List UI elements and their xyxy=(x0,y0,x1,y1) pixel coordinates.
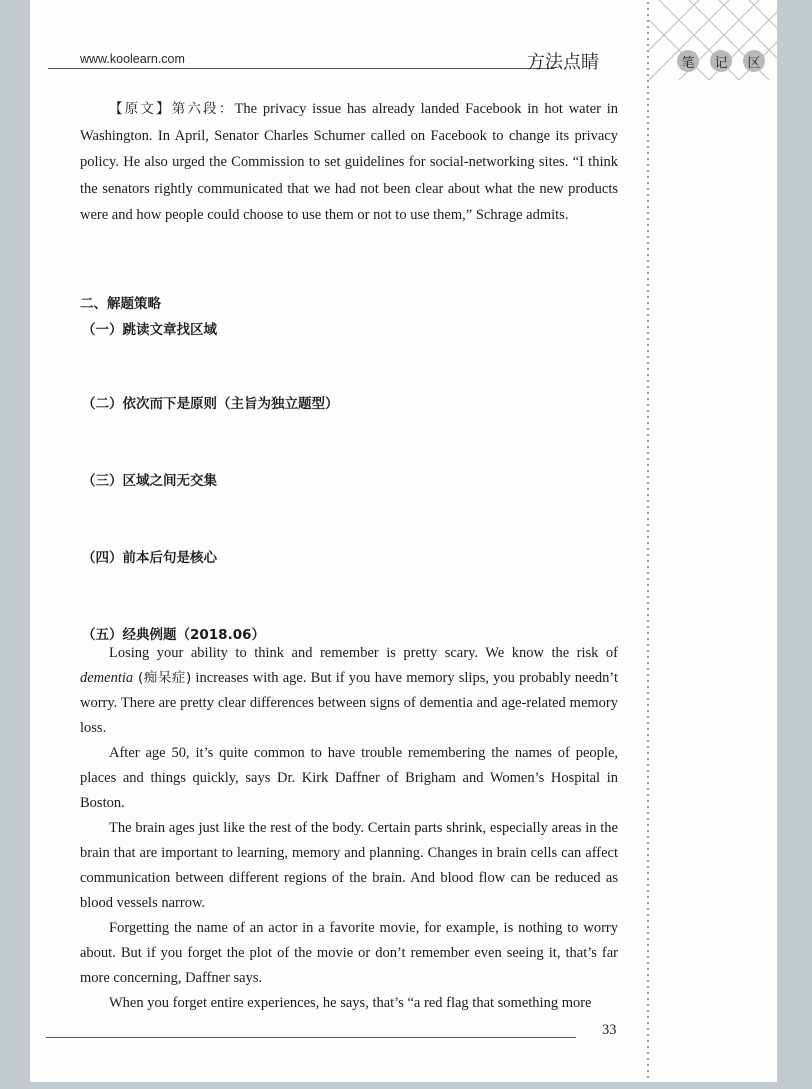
book-page xyxy=(30,0,777,1082)
footer-divider xyxy=(46,1037,576,1038)
example-paragraph: Forgetting the name of an actor in a favorite movie, for example, is nothing to worry about. But if you forget the plot of the movie or don’t remember even seeing it, that’s far more concerning, Daffner says. xyxy=(80,920,618,986)
notes-area-label xyxy=(677,50,765,72)
example-passage xyxy=(80,641,618,1016)
text-run: increases with age. But if you have memory slips, you probably needn’t worry. There are pretty clear differences between signs of dementia and age-related memory loss. xyxy=(80,670,619,736)
notes-char: 区 xyxy=(743,50,765,72)
dotted-divider xyxy=(647,0,649,1082)
original-text-body: The privacy issue has already landed Facebook in hot water in Washington. In April, Senator Charles Schumer called on Facebook to change its privacy policy. He also urged the Commission to set guidelines for social-networking sites. “I think the senators rightly communicated that we had not been clear about what the new products were and how people could choose to use them or not to use them,” Schrage admits. xyxy=(80,101,619,224)
original-text-label: 【原文】第六段： xyxy=(109,101,235,117)
italic-term: dementia xyxy=(80,670,134,686)
notes-char: 记 xyxy=(710,50,732,72)
header-section-title: 方法点睛 xyxy=(527,52,599,73)
chinese-gloss: (痴呆症) xyxy=(133,670,192,686)
strategy-heading: 二、解题策略 xyxy=(80,296,161,312)
example-paragraph xyxy=(80,641,618,741)
strategy-item: （二）依次而下是原则（主旨为独立题型） xyxy=(82,396,339,412)
strategy-item: （四）前本后句是核心 xyxy=(82,550,217,566)
main-content xyxy=(80,96,619,1011)
header-divider xyxy=(48,68,554,69)
original-text-paragraph xyxy=(80,96,618,229)
notes-column xyxy=(647,0,777,1082)
text-run: Losing your ability to think and remember is pretty scary. We know the risk of xyxy=(109,645,618,661)
strategy-item: （三）区域之间无交集 xyxy=(82,473,217,489)
header-website: www.koolearn.com xyxy=(80,52,185,66)
strategy-item: （五）经典例题（2018.06） xyxy=(82,627,265,643)
example-paragraph: After age 50, it’s quite common to have trouble remembering the names of people, places and things quickly, says Dr. Kirk Daffner of Brigham and Women’s Hospital in Boston. xyxy=(80,745,618,811)
page-number: 33 xyxy=(602,1022,617,1038)
example-paragraph: The brain ages just like the rest of the body. Certain parts shrink, especially areas in the brain that are important to learning, memory and planning. Changes in brain cells can affect communication between different regions of the brain. And blood flow can be reduced as blood vessels narrow. xyxy=(80,820,618,911)
notes-char: 笔 xyxy=(677,50,699,72)
example-paragraph: When you forget entire experiences, he says, that’s “a red flag that something more xyxy=(109,995,592,1011)
strategy-item: （一）跳读文章找区域 xyxy=(82,322,217,338)
